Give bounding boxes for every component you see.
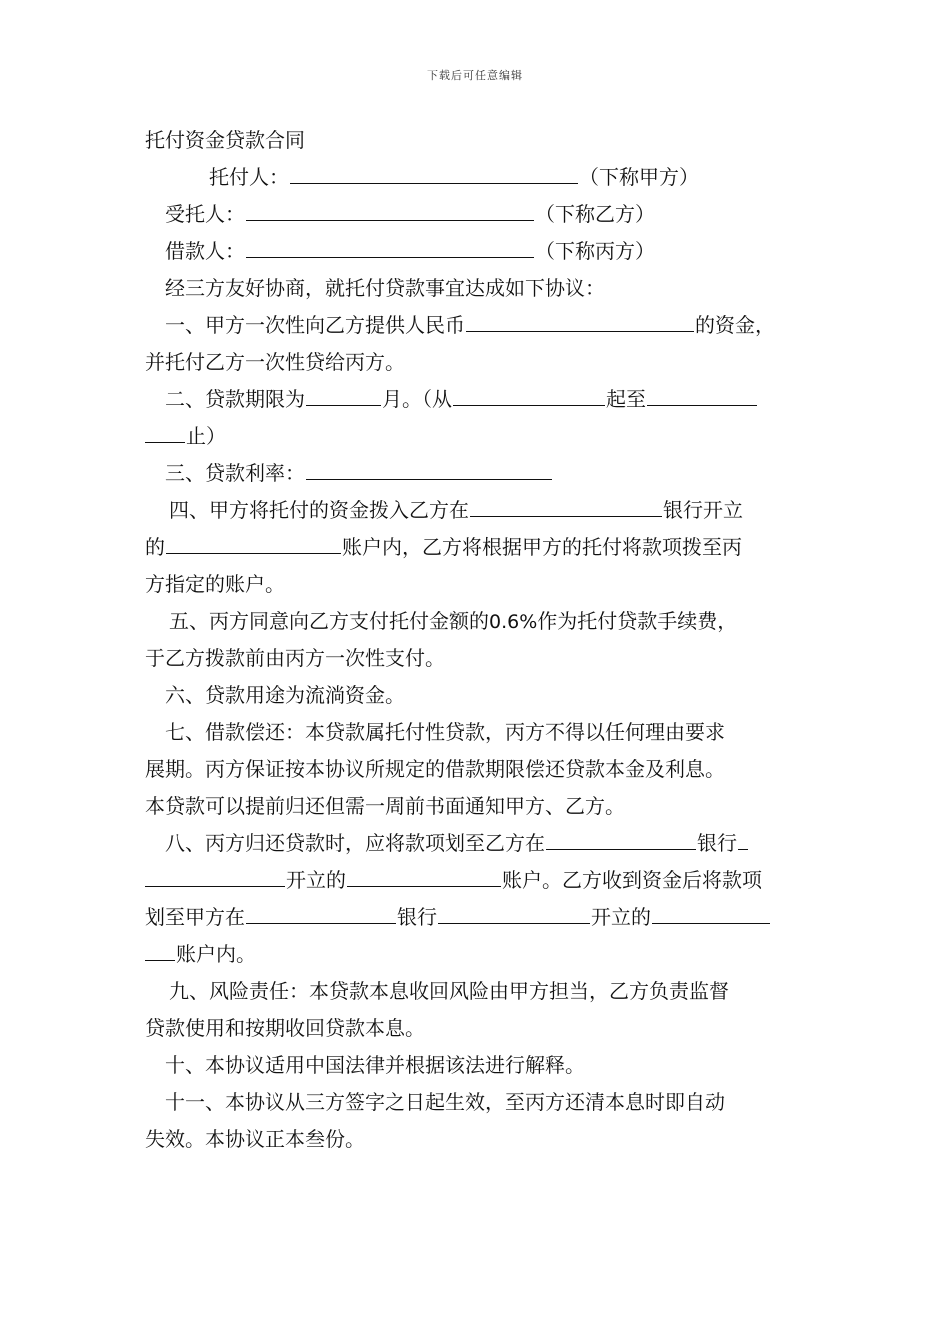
entrustor-line: [145, 159, 815, 196]
clause-5: 五、丙方同意向乙方支付托付金额的0.6%作为托付贷款手续费，: [169, 609, 738, 633]
clause-4: 四、甲方将托付的资金拨入乙方在 银行开立: [145, 492, 815, 529]
clause-4-cont2: 方指定的账户。: [145, 572, 285, 596]
clause-8-cont3: 账户内。: [145, 936, 815, 973]
intro-line: 经三方友好协商，就托付贷款事宜达成如下协议：: [165, 276, 605, 300]
clause-11-cont: 失效。本协议正本叁份。: [145, 1127, 365, 1151]
entrustor-account-blank[interactable]: [652, 901, 770, 924]
clause-7-cont: 展期。丙方保证按本协议所规定的借款期限偿还贷款本金及利息。: [145, 757, 725, 781]
trustee-blank[interactable]: [246, 198, 534, 221]
interest-rate-blank[interactable]: [306, 457, 552, 480]
entrustor-bank-blank[interactable]: [246, 901, 396, 924]
return-trustee-bank-blank[interactable]: [546, 827, 696, 850]
contract-title: 托付资金贷款合同: [145, 128, 305, 152]
clause-8-cont2: 划至甲方在 银行 开立的: [145, 899, 815, 936]
borrower-note: （下称丙方）: [535, 239, 655, 263]
entrustor-branch-blank[interactable]: [438, 901, 590, 924]
amount-blank[interactable]: [466, 309, 694, 332]
return-trustee-branch-blank[interactable]: [145, 864, 285, 887]
entrustor-blank[interactable]: [290, 161, 578, 184]
return-trustee-bank-blank-tail[interactable]: [738, 827, 748, 850]
entrustor-label: 托付人：: [209, 165, 289, 189]
trustee-line: [145, 196, 815, 233]
borrower-line: [145, 233, 815, 270]
trustee-account-blank[interactable]: [166, 531, 341, 554]
entrustor-account-blank-cont[interactable]: [145, 938, 175, 961]
trustee-label: 受托人：: [165, 202, 245, 226]
clause-11: 十一、本协议从三方签字之日起生效，至丙方还清本息时即自动: [165, 1090, 725, 1114]
clause-1: 一、甲方一次性向乙方提供人民币 的资金，: [145, 307, 815, 344]
clause-1-cont: 并托付乙方一次性贷给丙方。: [145, 350, 405, 374]
clause-8: 八、丙方归还贷款时，应将款项划至乙方在 银行: [145, 825, 815, 862]
entrustor-note: （下称甲方）: [579, 165, 699, 189]
clause-3: 三、贷款利率：: [145, 455, 815, 492]
clause-10: 十、本协议适用中国法律并根据该法进行解释。: [165, 1053, 585, 1077]
clause-9: 九、风险责任：本贷款本息收回风险由甲方担当，乙方负责监督: [169, 979, 729, 1003]
clause-8-cont: 开立的 账户。乙方收到资金后将款项: [145, 862, 815, 899]
trustee-note: （下称乙方）: [535, 202, 655, 226]
fee-percentage: 0.6%: [489, 611, 538, 633]
start-date-blank[interactable]: [453, 383, 605, 406]
clause-4-cont: 的 账户内，乙方将根据甲方的托付将款项拨至丙: [145, 529, 815, 566]
return-trustee-account-blank[interactable]: [347, 864, 501, 887]
page-header: 下载后可任意编辑: [427, 69, 523, 82]
clause-7: 七、借款偿还：本贷款属托付性贷款，丙方不得以任何理由要求: [165, 720, 725, 744]
clause-6: 六、贷款用途为流淌资金。: [165, 683, 405, 707]
clause-7-cont2: 本贷款可以提前归还但需一周前书面通知甲方、乙方。: [145, 794, 625, 818]
clause-9-cont: 贷款使用和按期收回贷款本息。: [145, 1016, 425, 1040]
clause-2-cont: 止）: [145, 418, 815, 455]
borrower-blank[interactable]: [246, 235, 534, 258]
borrower-label: 借款人：: [165, 239, 245, 263]
clause-5-cont: 于乙方拨款前由丙方一次性支付。: [145, 646, 445, 670]
clause-2: 二、贷款期限为 月。（从 起至: [145, 381, 815, 418]
contract-body: [145, 122, 815, 1158]
trustee-bank-blank[interactable]: [470, 494, 662, 517]
end-date-blank[interactable]: [647, 383, 757, 406]
term-months-blank[interactable]: [306, 383, 381, 406]
end-date-blank-cont[interactable]: [145, 420, 185, 443]
